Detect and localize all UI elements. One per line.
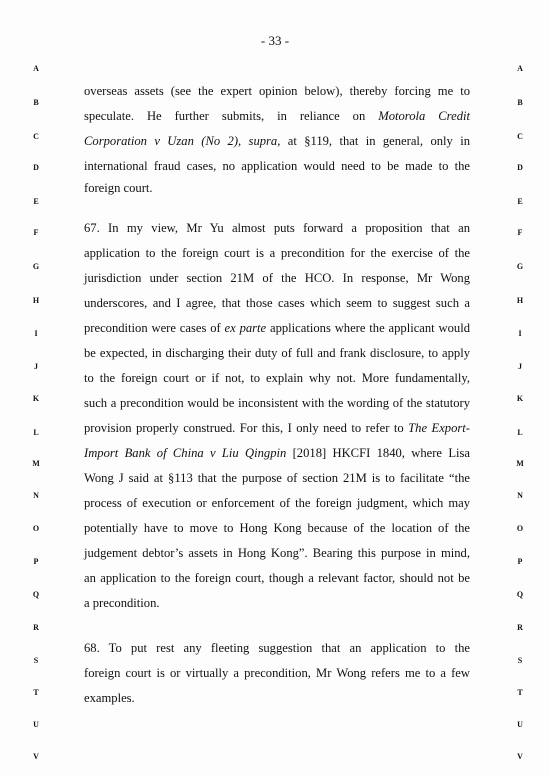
margin-letter-left-g: G [32,262,40,271]
text-segment: process of execution or enforcement of the foreign judgment, which may [84,496,470,510]
text-segment: [2018] HKCFI 1840, where Lisa [286,446,471,460]
margin-letter-right-p: P [517,557,523,566]
margin-letter-right-n: N [517,491,523,500]
italic-citation: The Export- [408,421,470,435]
margin-letter-right-f: F [517,228,523,237]
text-line [84,420,470,436]
text-segment: provision properly construed. For this, I only need to refer to [84,421,409,435]
margin-letter-right-s: S [517,656,523,665]
text-line [84,180,470,196]
margin-letter-left-a: A [33,64,39,73]
text-segment: judgement debtor’s assets in Hong Kong”. Bearing this purpose in mind, [84,546,470,560]
text-segment: underscores, and I agree, that those cases which seem to suggest such a [84,296,470,310]
margin-letter-right-u: U [517,720,523,729]
text-line [84,545,470,561]
margin-letter-left-m: M [32,459,40,468]
margin-letter-right-q: Q [516,590,524,599]
text-segment: jurisdiction under section 21M of the HCO. In response, Mr Wong [84,271,470,285]
italic-citation: Import Bank of China v Liu Qingpin [84,446,287,460]
margin-letter-right-a: A [517,64,523,73]
text-segment: Wong J said at §113 that the purpose of section 21M is to facilitate “the [84,471,470,485]
text-segment: , at §119, that in general, only in [277,134,470,148]
margin-letter-right-d: D [517,163,523,172]
page-number: - 33 - [260,33,290,48]
text-line [84,665,470,681]
text-segment: such a precondition would be inconsistent with the wording of the statutory [84,396,470,410]
margin-letter-left-c: C [33,132,39,141]
text-segment: foreign court. [84,181,153,195]
text-line [84,220,470,236]
margin-letter-left-i: I [34,329,38,338]
margin-letter-right-t: T [517,688,523,697]
text-segment: potentially have to move to Hong Kong because of the location of the [84,521,470,535]
text-line [84,395,470,411]
text-line [84,470,470,486]
text-line [84,108,470,124]
text-line [84,690,470,706]
margin-letter-left-q: Q [32,590,40,599]
text-segment: applications where the applicant would [266,321,470,335]
margin-letter-left-f: F [33,228,39,237]
margin-letter-right-r: R [517,623,523,632]
margin-letter-right-h: H [516,296,524,305]
text-line [84,320,470,336]
text-segment: examples. [84,691,135,705]
margin-letter-left-u: U [33,720,39,729]
italic-citation: ex parte [224,321,267,335]
margin-letter-right-o: O [516,524,524,533]
text-segment: precondition were cases of [84,321,225,335]
margin-letter-left-t: T [33,688,39,697]
text-line [84,270,470,286]
text-line [84,640,470,656]
margin-letter-left-o: O [32,524,40,533]
text-segment: application to the foreign court is a precondition for the exercise of the [84,246,470,260]
text-segment: be expected, in discharging their duty of full and frank disclosure, to apply [84,346,470,360]
margin-letter-right-m: M [516,459,524,468]
italic-citation: Motorola Credit [378,109,471,123]
text-line [84,595,470,611]
margin-letter-right-e: E [517,197,523,206]
margin-letter-left-e: E [33,197,39,206]
margin-letter-left-s: S [33,656,39,665]
text-line [84,158,470,174]
text-line [84,83,470,99]
margin-letter-right-j: J [518,362,522,371]
text-line [84,133,470,149]
margin-letter-left-l: L [33,428,39,437]
margin-letter-right-i: I [518,329,522,338]
margin-letter-right-b: B [517,98,523,107]
text-segment: to the foreign court or if not, to explain why not. More fundamentally, [84,371,470,385]
margin-letter-right-v: V [517,752,523,761]
text-line [84,295,470,311]
text-segment: an application to the foreign court, though a relevant factor, should not be [84,571,470,585]
text-segment: 68. To put rest any fleeting suggestion that an application to the [84,641,470,655]
margin-letter-left-b: B [33,98,39,107]
text-line [84,520,470,536]
margin-letter-left-r: R [33,623,39,632]
margin-letter-right-k: K [516,394,524,403]
margin-letter-left-k: K [32,394,40,403]
margin-letter-left-p: P [33,557,39,566]
text-segment: 67. In my view, Mr Yu almost puts forward a proposition that an [84,221,470,235]
margin-letter-right-g: G [516,262,524,271]
margin-letter-right-c: C [517,132,523,141]
margin-letter-left-d: D [33,163,39,172]
margin-letter-left-v: V [33,752,39,761]
margin-letter-left-j: J [34,362,38,371]
text-line [84,245,470,261]
margin-letter-right-l: L [517,428,523,437]
italic-citation: Corporation v Uzan (No 2), supra [84,134,278,148]
text-segment: overseas assets (see the expert opinion below), thereby forcing me to [84,84,470,98]
margin-letter-left-n: N [33,491,39,500]
text-segment: speculate. He further submits, in reliance on [84,109,379,123]
text-line [84,370,470,386]
text-line [84,345,470,361]
text-line [84,495,470,511]
margin-letter-left-h: H [32,296,40,305]
text-segment: international fraud cases, no application would need to be made to the [84,159,470,173]
text-segment: a precondition. [84,596,160,610]
text-segment: foreign court is or virtually a precondition, Mr Wong refers me to a few [84,666,470,680]
text-line [84,570,470,586]
text-line [84,445,470,461]
